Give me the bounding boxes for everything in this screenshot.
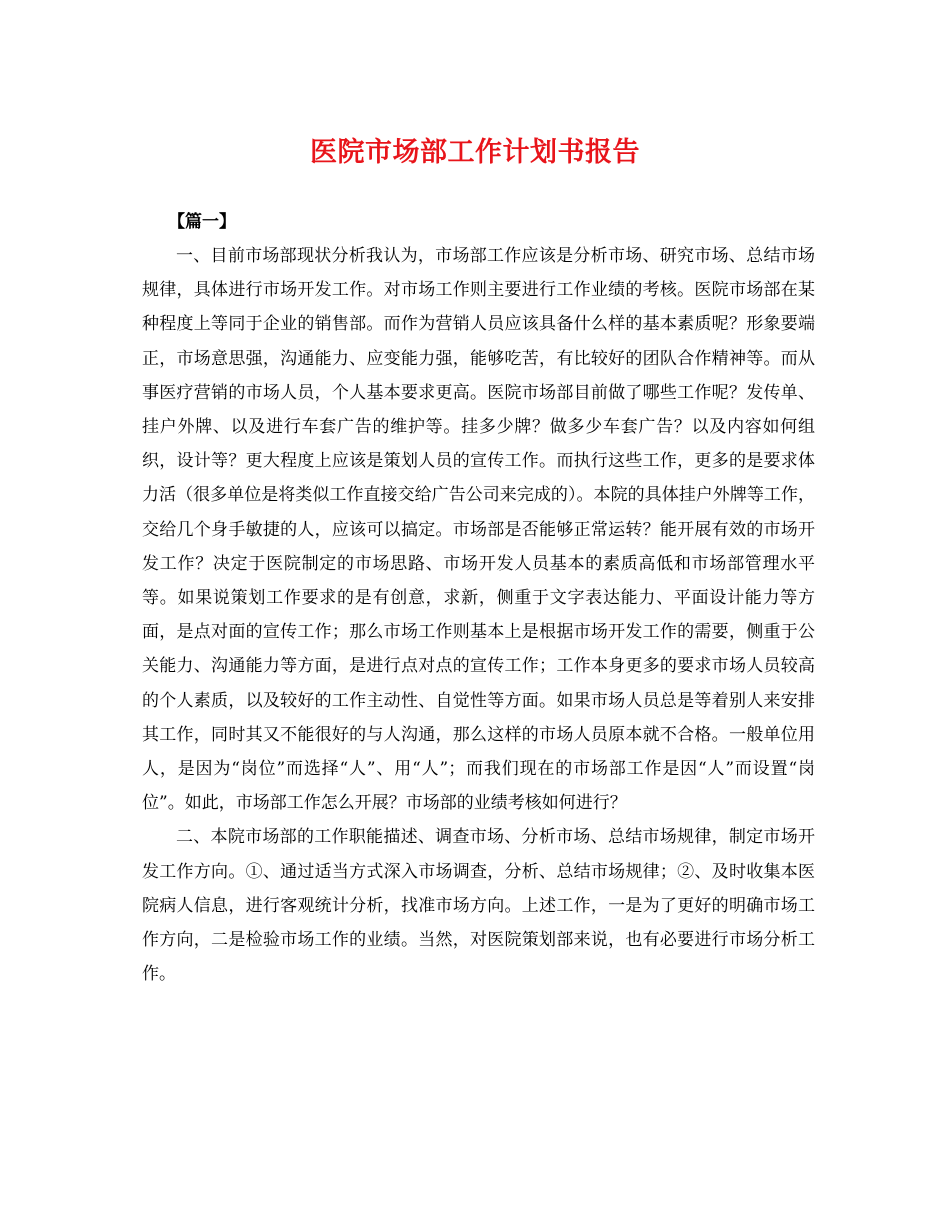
section-label: 【篇一】 <box>168 212 236 232</box>
paragraph-2: 二、本院市场部的工作职能描述、调查市场、分析市场、总结市场规律，制定市场开发工作方向。①、通过适当方式深入市场调查，分析、总结市场规律；②、及时收集本医院病人信息，进行客观统计分析，找准市场方向。上述工作，一是为了更好的明确市场工作方向，二是检验市场工作的业绩。当然，对医院策划部来说，也有必要进行市场分析工作。 <box>142 827 815 985</box>
document-title: 医院市场部工作计划书报告 <box>310 137 640 168</box>
paragraph-1: 一、目前市场部现状分析我认为，市场部工作应该是分析市场、研究市场、总结市场规律，具体进行市场开发工作。对市场工作则主要进行工作业绩的考核。医院市场部在某种程度上等同于企业的销售部。而作为营销人员应该具备什么样的基本素质呢？形象要端正，市场意思强，沟通能力、应变能力强，能够吃苦，有比较好的团队合作精神等。而从事医疗营销的市场人员，个人基本要求更高。医院市场部目前做了哪些工作呢？发传单、挂户外牌、以及进行车套广告的维护等。挂多少牌？做多少车套广告？以及内容如何组织，设计等？更大程度上应该是策划人员的宣传工作。而执行这些工作，更多的是要求体力活（很多单位是将类似工作直接交给广告公司来完成的）。本院的具体挂户外牌等工作，交给几个身手敏捷的人，应该可以搞定。市场部是否能够正常运转？能开展有效的市场开发工作？决定于医院制定的市场思路、市场开发人员基本的素质高低和市场部管理水平等。如果说策划工作要求的是有创意，求新，侧重于文字表达能力、平面设计能力等方面，是点对面的宣传工作；那么市场工作则基本上是根据市场开发工作的需要，侧重于公关能力、沟通能力等方面，是进行点对点的宣传工作；工作本身更多的要求市场人员较高的个人素质，以及较好的工作主动性、自觉性等方面。如果市场人员总是等着别人来安排其工作，同时其又不能很好的与人沟通，那么这样的市场人员原本就不合格。一般单位用人，是因为“岗位”而选择“人”、用“人”；而我们现在的市场部工作是因“人”而设置“岗位”。如此，市场部工作怎么开展？市场部的业绩考核如何进行？ <box>142 246 815 814</box>
document-body <box>142 205 815 991</box>
